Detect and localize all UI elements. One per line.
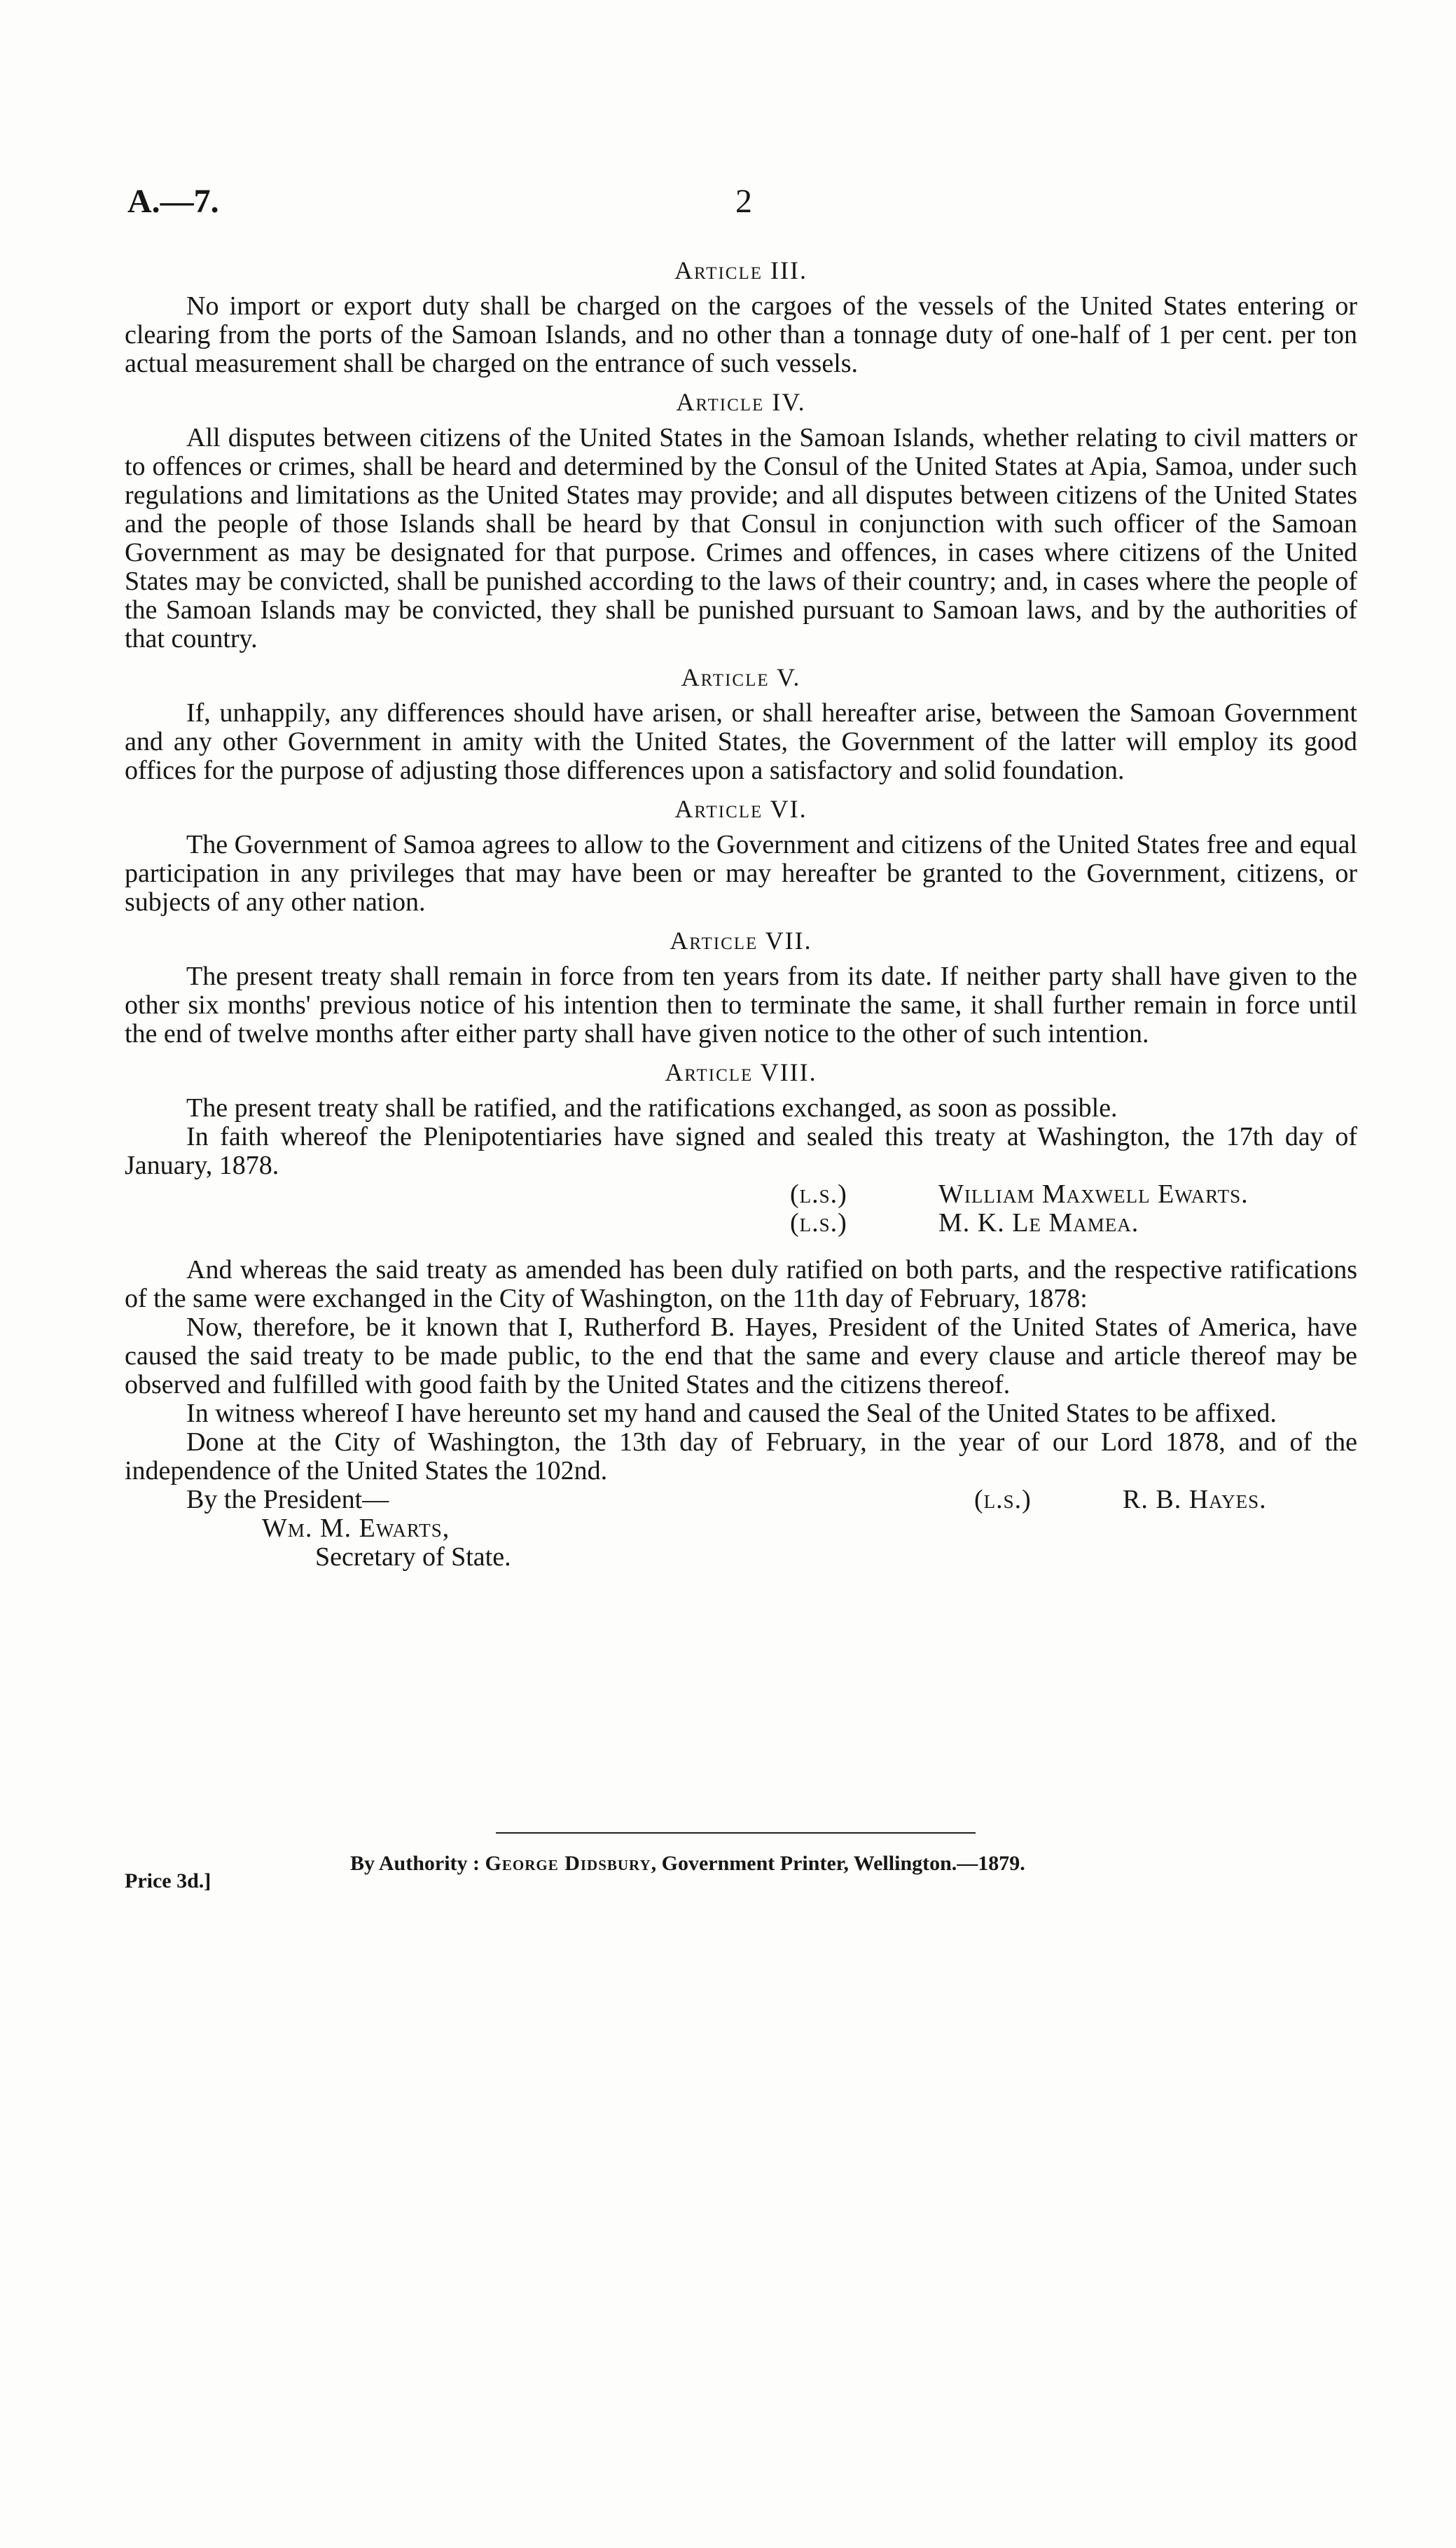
article-heading: Article IV. [676,388,806,416]
article-8 [125,1058,1357,1180]
president-signature-row [125,1486,1357,1514]
price-label: Price 3d.] [125,1869,212,1892]
article-paragraph: In faith whereof the Plenipotentiaries have signed and sealed this treaty at Washington, the 17th day of January, 1878. [125,1122,1357,1180]
printer-imprint [350,1852,1025,1876]
article-3 [125,256,1357,378]
article-paragraph: If, unhappily, any differences should have arisen, or shall hereafter arise, between the Samoan Government and any other Government in amity with the United States, the Government of the latter will employ its good offices for the purpose of adjusting those differences upon a satisfactory and solid foundation. [125,698,1357,785]
printer-name: George Didsbury [485,1852,651,1875]
article-6 [125,795,1357,917]
article-paragraph: The present treaty shall remain in force from ten years from its date. If neither party shall have given to the other six months' previous notice of his intention then to terminate the same, it shall further remain in force until the end of twelve months after either party shall have given notice to the other of such intention. [125,962,1357,1048]
proclamation-paragraph: Done at the City of Washington, the 13th day of February, in the year of our Lord 1878, and of the independence of the United States the 102nd. [125,1427,1357,1486]
article-heading: Article V. [681,663,801,691]
proclamation-paragraph: Now, therefore, be it known that I, Rutherford B. Hayes, President of the United States of America, have caused the said treaty to be made public, to the end that the same and every clause and article thereof may be observed and fulfilled with good faith by the United States and the citizens thereof. [125,1313,1357,1399]
signatory-name: R. B. Hayes. [1123,1485,1267,1514]
article-4 [125,388,1357,653]
footer-divider [496,1832,976,1834]
article-7 [125,927,1357,1048]
treaty-signature-row [125,1209,1357,1238]
article-paragraph: All disputes between citizens of the United States in the Samoan Islands, whether relating to civil matters or to offences or crimes, shall be heard and determined by the Consul of the United States at Apia, Samoa, under such regulations and limitations as the United States may provide; and all disputes between citizens of the United States and the people of those Islands shall be heard by that Consul in conjunction with such officer of the Samoan Government as may be designated for that purpose. Crimes and offences, in cases where citizens of the United States may be convicted, shall be punished according to the laws of their country; and, in cases where the people of the Samoan Islands may be convicted, they shall be punished pursuant to Samoan laws, and by the authorities of that country. [125,423,1357,653]
article-paragraph: No import or export duty shall be charged on the cargoes of the vessels of the United States entering or clearing from the ports of the Samoan Islands, and no other than a tonnage duty of one-half of 1 per cent. per ton actual measurement shall be charged on the entrance of such vessels. [125,291,1357,378]
document-body [125,247,1357,1572]
signatory-name: M. K. Le Mamea. [938,1208,1139,1238]
seal-mark: (l.s.) [974,1485,1032,1514]
seal-mark: (l.s.) [790,1179,847,1209]
treaty-signature-row [125,1180,1357,1209]
article-heading: Article III. [674,256,807,284]
proclamation-paragraph: In witness whereof I have hereunto set my hand and caused the Seal of the United States to be affixed. [186,1399,1277,1428]
seal-mark: (l.s.) [790,1208,847,1238]
secretary-name-row [125,1514,1357,1543]
imprint-rest: , Government Printer, Wellington.—1879. [651,1852,1025,1875]
article-paragraph: The present treaty shall be ratified, and the ratifications exchanged, as soon as possible. [186,1093,1118,1123]
article-paragraph: The Government of Samoa agrees to allow to the Government and citizens of the United States free and equal participation in any privileges that may have been or may hereafter be granted to the Government, citizens, or subjects of any other nation. [125,830,1357,917]
secretary-title: Secretary of State. [315,1542,511,1572]
article-heading: Article VI. [674,795,807,823]
by-line: By the President— [186,1485,389,1514]
imprint-prefix: By Authority : [350,1852,480,1875]
article-heading: Article VII. [670,927,812,955]
document-code: A.—7. [127,183,219,220]
article-heading: Article VIII. [665,1058,817,1086]
signatory-name: William Maxwell Ewarts. [938,1179,1249,1209]
proclamation-paragraph: And whereas the said treaty as amended has been duly ratified on both parts, and the respective ratifications of the same were exchanged in the City of Washington, on the 11th day of February, 1878: [125,1255,1357,1313]
secretary-title-row [125,1543,1357,1572]
page-number: 2 [735,183,752,220]
article-5 [125,663,1357,785]
secretary-name: Wm. M. Ewarts, [262,1514,450,1543]
